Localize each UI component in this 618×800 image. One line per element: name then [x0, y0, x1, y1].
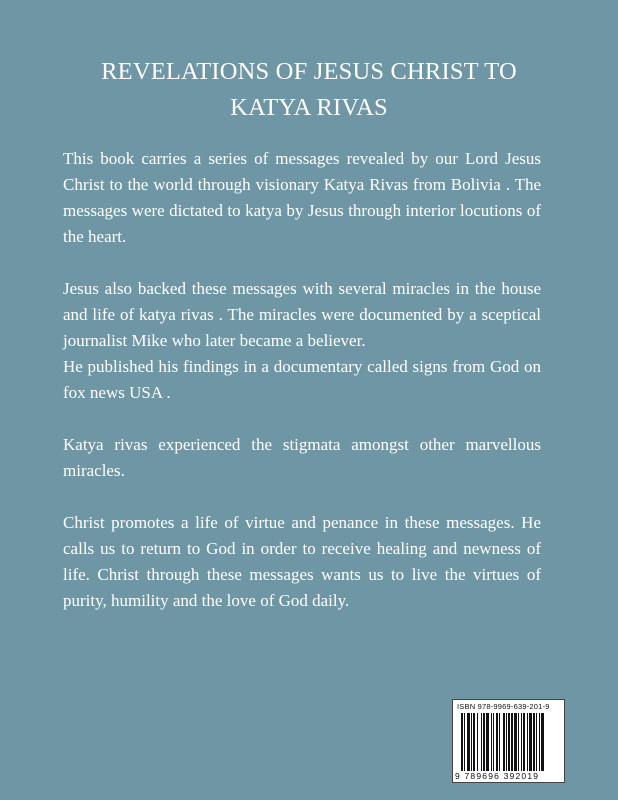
barcode-bar — [523, 713, 525, 771]
blurb-paragraph-1: This book carries a series of messages revealed by our Lord Jesus Christ to the world through visionary Katya Rivas from Bolivia . The messages were dictated to katya by Jesus through interior locutions of the heart. — [63, 149, 541, 246]
title-line-2: KATYA RIVAS — [230, 94, 388, 121]
book-title — [40, 54, 578, 126]
blurb-paragraph-3: He published his findings in a documentary called signs from God on fox news USA . — [63, 357, 541, 402]
barcode-bar — [461, 713, 463, 771]
barcode-bar — [503, 713, 505, 771]
barcode-bar — [536, 713, 537, 771]
paragraph-spacer — [63, 250, 541, 276]
barcode-bar — [477, 713, 478, 771]
barcode-bar — [481, 713, 482, 771]
barcode-bar — [491, 713, 492, 771]
barcode-bar — [471, 713, 472, 771]
title-line-1: REVELATIONS OF JESUS CHRIST TO — [101, 58, 517, 85]
paragraph-spacer — [63, 406, 541, 432]
barcode-bar — [467, 713, 470, 771]
barcode-bar — [533, 713, 535, 771]
barcode-bar — [496, 713, 498, 771]
blurb-text — [63, 146, 541, 614]
blurb-paragraph-2: Jesus also backed these messages with several miracles in the house and life of katya rivas . The miracles were documented by a sceptical journalist Mike who later became a believer. — [63, 279, 541, 350]
barcode-bar — [518, 713, 519, 771]
paragraph-spacer — [63, 484, 541, 510]
barcode-digits: 9 789696 392019 — [455, 771, 540, 781]
barcode-bar — [511, 713, 513, 771]
barcode-bar — [506, 713, 507, 771]
barcode-bar — [483, 713, 485, 771]
isbn-barcode — [452, 699, 565, 783]
blurb-paragraph-4: Katya rivas experienced the stigmata amongst other marvellous miracles. — [63, 435, 541, 480]
barcode-bar — [473, 713, 475, 771]
barcode-bar — [499, 713, 500, 771]
barcode-bar — [464, 713, 465, 771]
barcode-bar — [514, 713, 517, 771]
barcode-bar — [529, 713, 532, 771]
barcode-bar — [539, 713, 540, 771]
barcode-bar — [521, 713, 522, 771]
barcode-bar — [541, 713, 544, 771]
isbn-label: ISBN 978-9969-639-201-9 — [457, 702, 550, 711]
barcode-bar — [508, 713, 510, 771]
blurb-paragraph-5: Christ promotes a life of virtue and penance in these messages. He calls us to return to God in order to receive healing and newness of life. Christ through these messages wants us to live the virtues of purity, humility and the love of God daily. — [63, 513, 541, 610]
barcode-bar — [493, 713, 494, 771]
barcode-bars-icon — [461, 713, 559, 771]
barcode-bar — [527, 713, 528, 771]
barcode-bar — [486, 713, 489, 771]
